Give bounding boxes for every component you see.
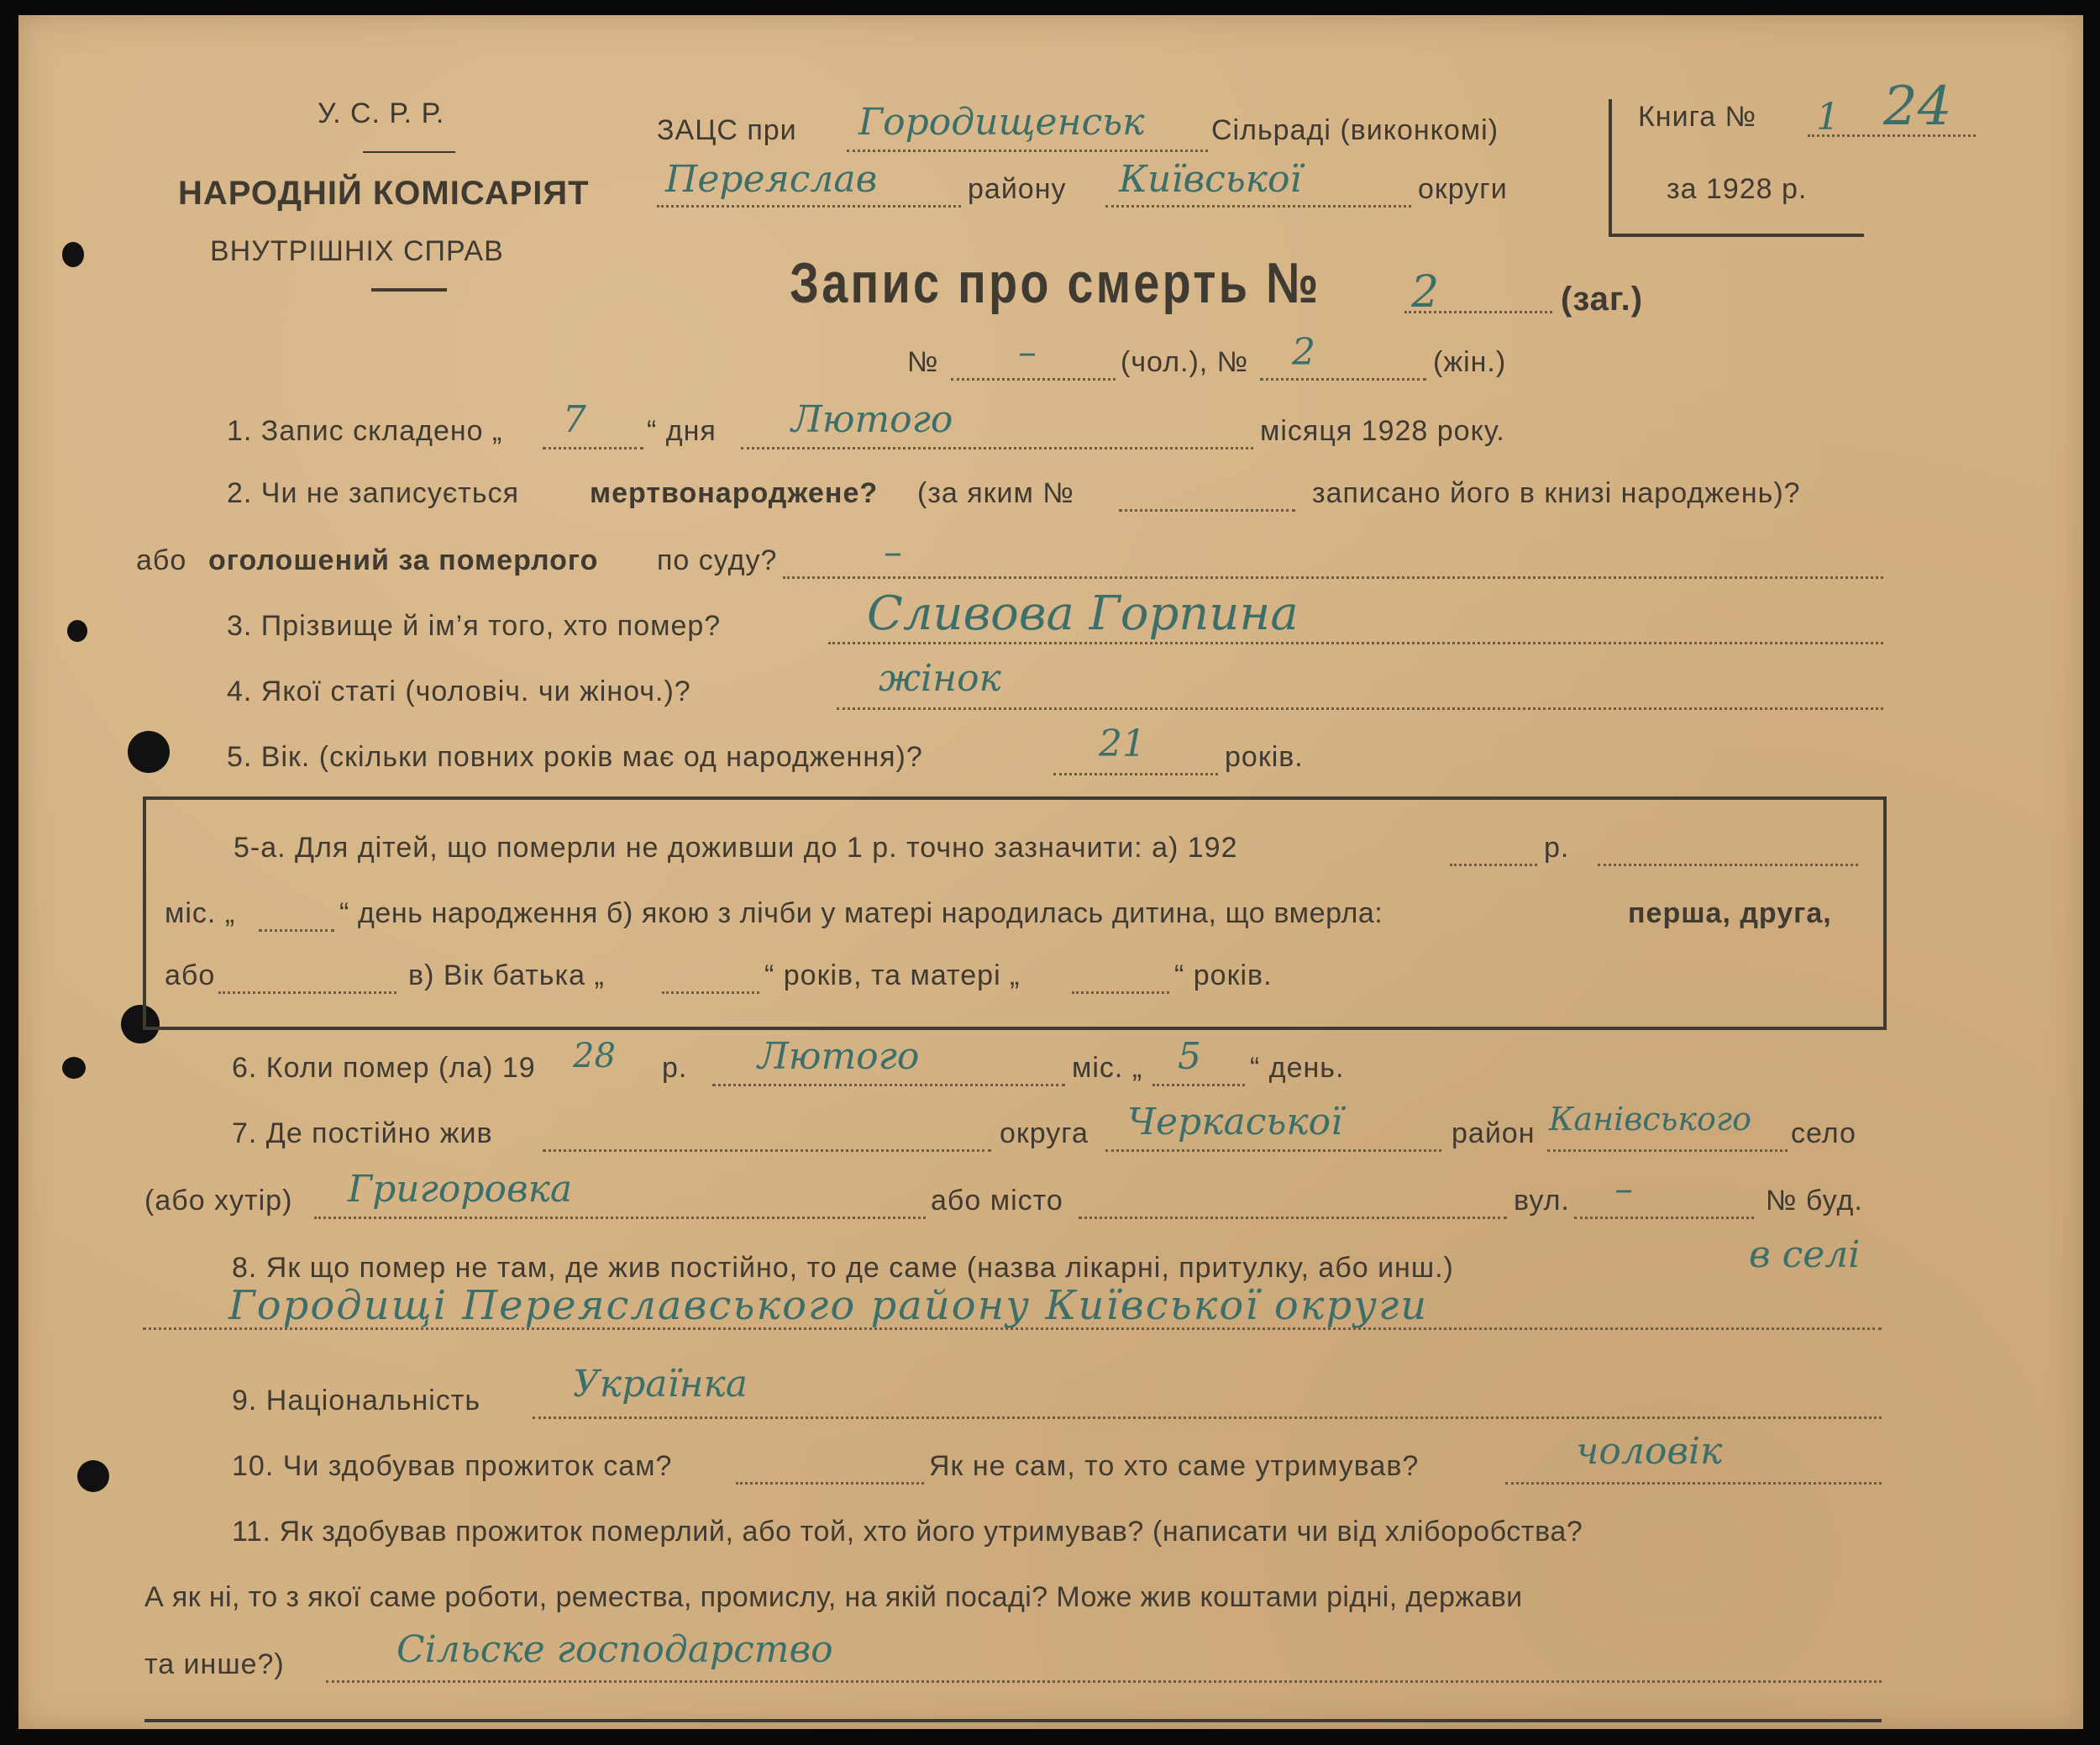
dotted-line xyxy=(837,707,1883,710)
dotted-line xyxy=(1505,1482,1882,1485)
department-label: ВНУТРІШНІХ СПРАВ xyxy=(210,235,504,267)
field-2-b: мертвонароджене? xyxy=(590,477,879,509)
field-3-value: Сливова Горпина xyxy=(867,586,1299,641)
dotted-line xyxy=(1072,991,1169,994)
dotted-line xyxy=(1450,864,1537,866)
field-2-e: або xyxy=(136,544,187,576)
field-7-a: 7. Де постійно жив xyxy=(232,1117,493,1149)
male-count-value: – xyxy=(1018,331,1037,374)
dotted-line xyxy=(662,991,759,994)
dotted-line xyxy=(951,378,1116,381)
divider xyxy=(363,151,455,153)
field-1-month-value: Лютого xyxy=(791,398,953,441)
punch-hole xyxy=(67,620,87,642)
dotted-line xyxy=(1119,509,1295,512)
field-2-a: 2. Чи не записується xyxy=(227,477,519,509)
field-1-mid: “ дня xyxy=(647,415,717,447)
number-label: № xyxy=(907,346,939,378)
field-11-value: Сільске господарство xyxy=(396,1628,833,1671)
field-10-value: чоловік xyxy=(1576,1430,1723,1473)
dotted-line xyxy=(259,929,334,932)
field-6-a: 6. Коли помер (ла) 19 xyxy=(232,1052,536,1084)
divider xyxy=(371,288,447,292)
dotted-line xyxy=(1105,1149,1441,1152)
field-5a-line-1-end: р. xyxy=(1544,832,1570,864)
field-7-rayon-value: Канівського xyxy=(1549,1101,1751,1138)
okrug-label: округи xyxy=(1418,173,1508,205)
record-title: Запис про смерть № xyxy=(790,251,1321,315)
dotted-line xyxy=(783,576,1883,579)
dotted-line xyxy=(218,991,396,994)
field-5a-line-1: 5-а. Для дітей, що померли не доживши до 1 р. точно зазначити: а) 192 xyxy=(234,832,1238,864)
field-7-okrug-value: Черкаської xyxy=(1127,1101,1343,1143)
dotted-line xyxy=(1152,1084,1245,1086)
field-5-label: 5. Вік. (скільки повних років має од народження)? xyxy=(227,741,923,773)
dotted-line xyxy=(847,150,1208,152)
dotted-line xyxy=(314,1217,926,1219)
book-label: Книга № xyxy=(1638,101,1757,133)
punch-hole xyxy=(62,242,84,267)
field-5-value: 21 xyxy=(1099,723,1146,765)
dotted-line xyxy=(1574,1217,1754,1219)
zags-prefix: ЗАЦС при xyxy=(657,114,797,146)
field-7-b: округа xyxy=(1000,1117,1089,1149)
dotted-line xyxy=(1598,864,1858,866)
field-1-prefix: 1. Запис складено „ xyxy=(227,415,503,447)
dotted-line xyxy=(712,1084,1065,1086)
field-5a-line-2-c: перша, друга, xyxy=(1628,897,1832,929)
field-5a-line-2-a: міс. „ xyxy=(165,897,236,929)
field-2-value: – xyxy=(884,531,902,574)
dotted-line xyxy=(1260,378,1426,381)
field-9-value: Українка xyxy=(573,1363,748,1406)
book-page-value: 24 xyxy=(1883,76,1952,138)
field-4-label: 4. Якої статі (чоловіч. чи жіноч.)? xyxy=(227,675,691,707)
dotted-line xyxy=(736,1482,924,1485)
dotted-line xyxy=(828,642,1883,644)
female-count-value: 2 xyxy=(1292,331,1315,374)
dotted-line xyxy=(657,205,961,208)
dotted-line xyxy=(741,447,1253,449)
field-5a-line-3-b: в) Вік батька „ xyxy=(408,959,605,991)
field-2-d: записано його в книзі народжень)? xyxy=(1312,477,1801,509)
document-sheet xyxy=(18,15,2083,1729)
bottom-rule xyxy=(144,1719,1882,1722)
district-label: району xyxy=(968,173,1067,205)
field-10-b: Як не сам, то хто саме утримував? xyxy=(929,1450,1420,1482)
okrug-value: Київської xyxy=(1119,158,1302,201)
field-7-h: № буд. xyxy=(1766,1185,1863,1217)
field-8-value-1: в селі xyxy=(1749,1233,1861,1276)
field-2-c: (за яким № xyxy=(917,477,1074,509)
field-8-label: 8. Як що помер не там, де жив постійно, то де саме (назва лікарні, притулку, або инш.) xyxy=(232,1252,1454,1284)
zags-suffix: Сільраді (виконкомі) xyxy=(1211,114,1499,146)
male-label: (чол.), № xyxy=(1121,346,1249,378)
republic-label: У. С. Р. Р. xyxy=(318,97,445,129)
field-4-value: жінок xyxy=(879,657,1001,700)
field-7-g: вул. xyxy=(1514,1185,1570,1217)
field-11-line-1: 11. Як здобував прожиток померлий, або той, хто його утримував? (написати чи від хліборобства? xyxy=(232,1516,1583,1548)
field-5a-line-2-b: “ день народження б) якою з лічби у матері народилась дитина, що вмерла: xyxy=(339,897,1383,929)
field-7-e: (або хутір) xyxy=(144,1185,293,1217)
field-1-day-value: 7 xyxy=(563,398,586,441)
punch-hole xyxy=(128,731,170,773)
punch-hole xyxy=(77,1460,109,1492)
field-2-f: оголошений за померлого xyxy=(208,544,599,576)
field-7-street-value: – xyxy=(1614,1168,1633,1211)
field-11-line-2: А як ні, то з якої саме роботи, ремества, промислу, на якій посаді? Може жив коштами рідні, держави xyxy=(144,1581,1523,1613)
female-label: (жін.) xyxy=(1433,346,1507,378)
field-6-month-value: Лютого xyxy=(758,1035,920,1078)
dotted-line xyxy=(1547,1149,1788,1152)
field-6-c: міс. „ xyxy=(1072,1052,1143,1084)
district-value: Переяслав xyxy=(665,158,878,201)
field-10-a: 10. Чи здобував прожиток сам? xyxy=(232,1450,673,1482)
field-2-g: по суду? xyxy=(657,544,778,576)
record-number-value: 2 xyxy=(1411,267,1440,318)
field-5a-line-3-d: “ років. xyxy=(1174,959,1273,991)
field-1-suffix: місяця 1928 року. xyxy=(1260,415,1505,447)
field-5a-line-3-a: або xyxy=(165,959,216,991)
field-7-d: село xyxy=(1791,1117,1856,1149)
field-6-day-value: 5 xyxy=(1178,1035,1201,1078)
dotted-line xyxy=(533,1416,1882,1419)
dotted-line xyxy=(1105,205,1411,208)
dotted-line xyxy=(1053,773,1218,775)
field-7-f: або місто xyxy=(931,1185,1063,1217)
commissariat-label: НАРОДНІЙ КОМІСАРІЯТ xyxy=(178,175,590,212)
field-5-suffix: років. xyxy=(1225,741,1304,773)
dotted-line xyxy=(326,1680,1882,1683)
dotted-line xyxy=(543,447,643,449)
field-6-d: “ день. xyxy=(1250,1052,1345,1084)
field-11-line-3: та инше?) xyxy=(144,1648,285,1680)
field-7-village-value: Григоровка xyxy=(348,1168,573,1211)
field-9-label: 9. Національність xyxy=(232,1385,481,1416)
field-6-b: р. xyxy=(662,1052,688,1084)
total-label: (заг.) xyxy=(1561,281,1644,318)
field-6-year-value: 28 xyxy=(573,1037,616,1075)
dotted-line xyxy=(1079,1217,1507,1219)
book-number-value: 1 xyxy=(1816,96,1840,139)
field-8-value-2: Городищі Переяславського району Київської округи xyxy=(228,1282,1429,1329)
field-5a-line-3-c: “ років, та матері „ xyxy=(764,959,1021,991)
year-label: за 1928 р. xyxy=(1667,173,1808,205)
punch-hole xyxy=(62,1057,86,1079)
field-3-label: 3. Прізвище й ім’я того, хто помер? xyxy=(227,610,722,642)
zags-place-value: Городищенськ xyxy=(858,101,1145,144)
dotted-line xyxy=(543,1149,991,1152)
field-7-c: район xyxy=(1452,1117,1536,1149)
